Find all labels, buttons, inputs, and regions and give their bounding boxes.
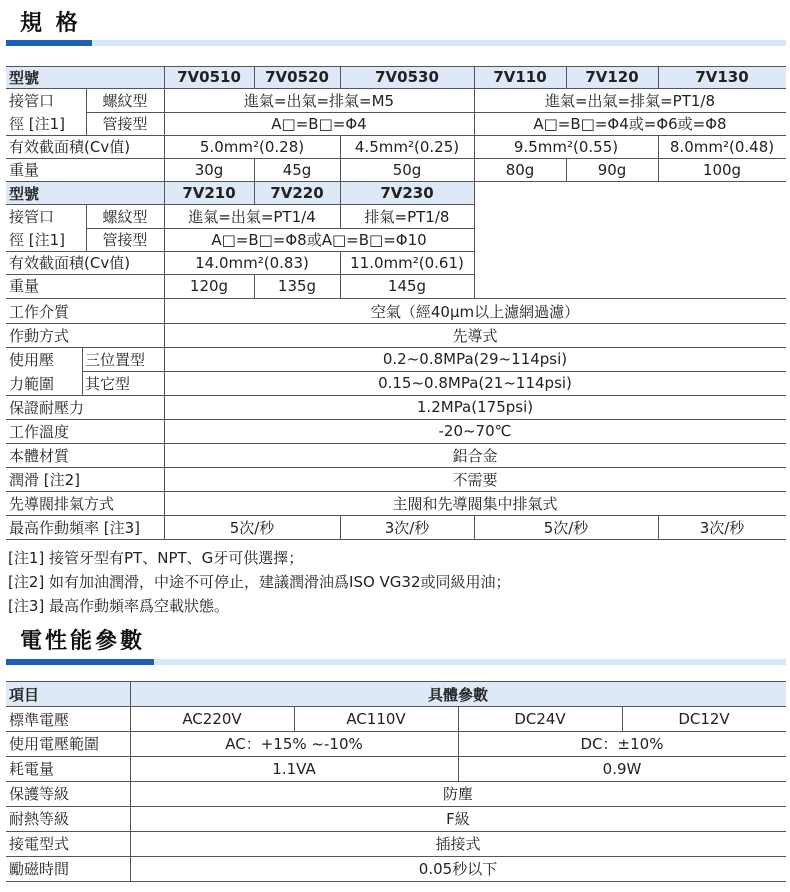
voltage-ac110: AC110V [346, 710, 406, 728]
thread-left: 進氣=出氣=排氣=M5 [243, 92, 395, 110]
frequency-label: 最高作動頻率 [注3] [9, 518, 141, 537]
voltage-label: 標準電壓 [9, 710, 70, 729]
frequency-value: 3次/秒 [384, 518, 430, 537]
connection-value: 插接式 [435, 835, 481, 853]
voltage-ac220: AC220V [182, 710, 242, 728]
protection-value: 防塵 [442, 785, 473, 803]
actuation-value: 先導式 [452, 326, 498, 345]
weight-value: 50g [392, 160, 422, 179]
tube-left: A□=B□=Φ4 [271, 114, 367, 133]
medium-label: 工作介質 [9, 302, 70, 321]
area-value: 14.0mm²(0.83) [195, 253, 309, 272]
note-2: [注2] 如有加油潤滑，中途不可停止，建議潤滑油爲ISO VG32或同級用油； [8, 573, 511, 591]
model-label: 型號 [6, 182, 164, 204]
pressure-value-other: 0.15~0.8MPa(21~114psi) [378, 374, 572, 392]
thread-type-label: 螺紋型 [102, 208, 148, 226]
pressure-sub-other: 其它型 [85, 374, 131, 393]
material-label: 本體材質 [9, 446, 70, 465]
thread-right: 進氣=出氣=排氣=PT1/8 [544, 92, 716, 110]
protection-label: 保護等級 [9, 785, 70, 803]
model-7v0520: 7V0520 [254, 66, 340, 88]
range-dc: DC：±10% [580, 735, 664, 753]
pressure-label-1: 使用壓 [9, 350, 55, 369]
thread-value-b: 排氣=PT1/8 [364, 208, 450, 226]
model-7v130: 7V130 [658, 66, 786, 88]
weight-value: 120g [189, 276, 229, 295]
heat-class-label: 耐熱等級 [9, 810, 70, 828]
model-7v110: 7V110 [474, 66, 566, 88]
tube-type-label: 管接型 [102, 231, 148, 249]
model-7v120: 7V120 [566, 66, 658, 88]
note-3: [注3] 最高作動頻率爲空載狀態。 [8, 597, 230, 615]
actuation-label: 作動方式 [9, 326, 70, 345]
weight-value: 30g [194, 160, 224, 179]
model-label: 型號 [6, 66, 164, 88]
proof-pressure-label: 保證耐壓力 [9, 398, 85, 417]
port-label-2: 徑 [注1] [9, 115, 66, 133]
connection-label: 接電型式 [9, 835, 70, 853]
proof-pressure-value: 1.2MPa(175psi) [416, 398, 534, 416]
area-label: 有效截面積(Cv值) [9, 138, 131, 156]
model-7v0510: 7V0510 [164, 66, 254, 88]
tube-value: A□=B□=Φ8或A□=B□=Φ10 [211, 231, 427, 249]
pilot-exhaust-label: 先導閥排氣方式 [9, 494, 115, 513]
range-label: 使用電壓範圍 [9, 735, 100, 753]
weight-value: 45g [282, 160, 312, 179]
area-value: 11.0mm²(0.61) [350, 253, 464, 272]
note-1: [注1] 接管牙型有PT、NPT、G牙可供選擇； [8, 549, 304, 567]
power-label: 耗電量 [9, 760, 55, 778]
area-value: 9.5mm²(0.55) [513, 137, 619, 156]
weight-value: 80g [505, 160, 535, 179]
model-7v220: 7V220 [254, 182, 340, 204]
port-label-2: 徑 [注1] [9, 231, 66, 249]
medium-value: 空氣（經40μm以上濾網過濾） [370, 302, 580, 321]
model-7v230: 7V230 [340, 182, 474, 204]
tube-type-label: 管接型 [102, 115, 148, 133]
area-value: 8.0mm²(0.48) [669, 137, 775, 156]
frequency-value: 5次/秒 [543, 518, 589, 537]
temperature-value: -20~70℃ [438, 422, 512, 440]
spec-title-rule [6, 40, 786, 46]
pressure-value-3pos: 0.2~0.8MPa(29~114psi) [382, 350, 568, 368]
spec-title: 規 格 [20, 11, 81, 36]
pilot-exhaust-value: 主閥和先導閥集中排氣式 [392, 494, 558, 513]
port-label-1: 接管口 [9, 92, 55, 110]
excitation-value: 0.05秒以下 [418, 860, 498, 878]
range-ac: AC：+15% ~-10% [225, 735, 363, 753]
weight-value: 100g [702, 160, 742, 179]
lubrication-value: 不需要 [452, 470, 498, 489]
weight-value: 145g [387, 276, 427, 295]
model-7v210: 7V210 [164, 182, 254, 204]
frequency-value: 5次/秒 [229, 518, 275, 537]
power-dc: 0.9W [602, 759, 642, 778]
thread-type-label: 螺紋型 [102, 92, 148, 110]
model-7v0530: 7V0530 [340, 66, 474, 88]
weight-value: 135g [277, 276, 317, 295]
power-ac: 1.1VA [272, 759, 316, 778]
pressure-sub-3pos: 三位置型 [85, 350, 146, 369]
weight-value: 90g [597, 160, 627, 179]
thread-value-a: 進氣=出氣=PT1/4 [188, 208, 316, 226]
material-value: 鋁合金 [452, 446, 498, 465]
frequency-value: 3次/秒 [699, 518, 745, 537]
port-label-1: 接管口 [9, 208, 55, 226]
electric-title: 電性能參數 [20, 629, 146, 654]
voltage-dc24: DC24V [514, 710, 566, 728]
heat-class-value: F級 [446, 810, 470, 828]
excitation-label: 勵磁時間 [9, 860, 70, 878]
area-value: 5.0mm²(0.28) [199, 137, 305, 156]
electric-title-rule [6, 659, 786, 665]
lubrication-label: 潤滑 [注2] [9, 470, 81, 489]
voltage-dc12: DC12V [678, 710, 730, 728]
item-header: 項目 [6, 682, 130, 706]
pressure-label-2: 力範圍 [9, 374, 55, 393]
area-label: 有效截面積(Cv值) [9, 254, 131, 272]
weight-label: 重量 [9, 161, 40, 179]
weight-label: 重量 [9, 277, 40, 295]
area-value: 4.5mm²(0.25) [354, 137, 460, 156]
tube-right: A□=B□=Φ4或=Φ6或=Φ8 [533, 115, 727, 133]
temperature-label: 工作溫度 [9, 422, 70, 441]
params-header: 具體參數 [130, 682, 786, 706]
